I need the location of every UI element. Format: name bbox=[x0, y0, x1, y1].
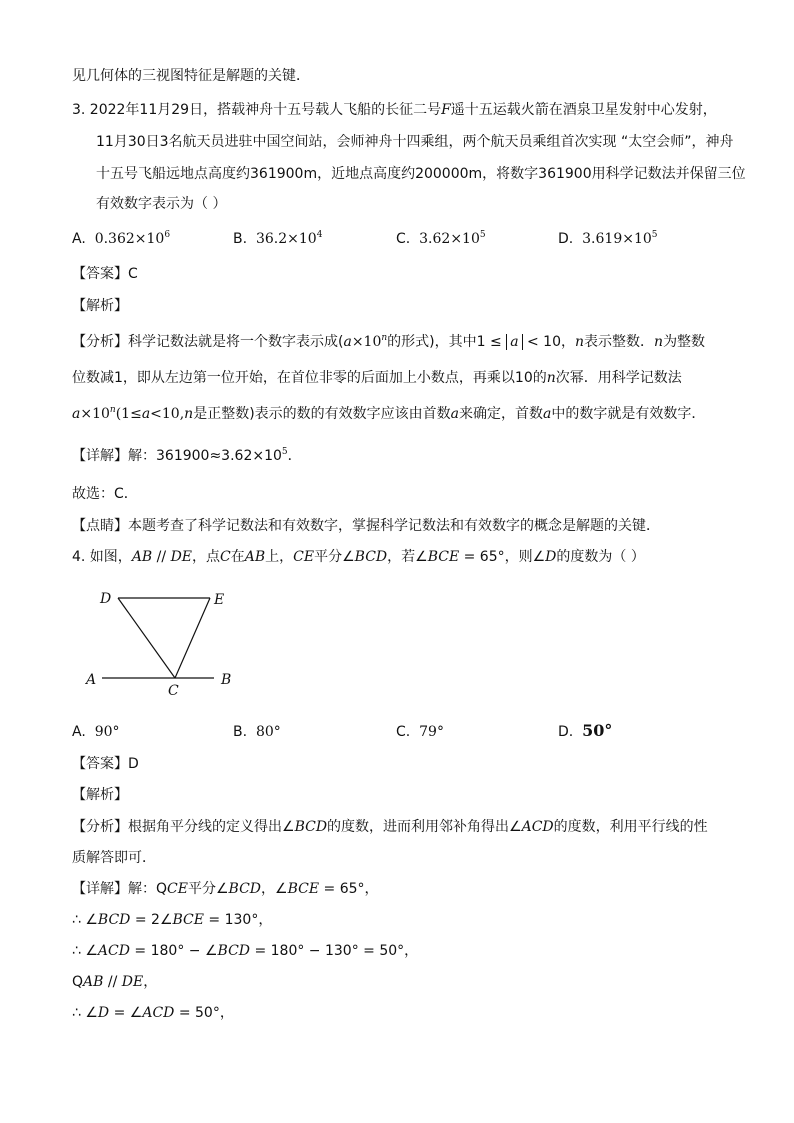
question-3-line-2 bbox=[96, 132, 734, 152]
text: = 180° − ∠ bbox=[129, 943, 218, 959]
text: 故选：C． bbox=[72, 486, 138, 502]
q4-analysis-line-2 bbox=[72, 848, 156, 868]
math-var: F bbox=[441, 102, 451, 118]
math-var: BCE bbox=[427, 549, 460, 565]
text: ∴ ∠ bbox=[72, 1005, 98, 1021]
q3-analysis-line-1 bbox=[72, 332, 705, 352]
segment-dc bbox=[118, 598, 175, 678]
math-var: n bbox=[184, 406, 194, 422]
text: 平分∠ bbox=[187, 881, 229, 897]
text: ∴ ∠ bbox=[72, 912, 98, 928]
text: 是正整数)表示的数的有效数字应该由首数 bbox=[193, 406, 451, 422]
option-text: 50° bbox=[582, 721, 613, 740]
q3-jiexi bbox=[72, 296, 128, 316]
option-label: A. bbox=[72, 724, 86, 740]
math-var: CE bbox=[293, 549, 315, 565]
math-var: a bbox=[450, 406, 460, 422]
math-var: AB bbox=[244, 549, 266, 565]
text: 【解析】 bbox=[72, 787, 128, 803]
q3-analysis-line-3 bbox=[72, 404, 705, 424]
text: ，∠ bbox=[261, 881, 288, 897]
option-text: 36.2×10 bbox=[255, 231, 317, 247]
math-var: n bbox=[654, 334, 664, 350]
q4-option-d bbox=[558, 721, 612, 742]
label-d: D bbox=[100, 591, 112, 607]
text: ×10 bbox=[351, 334, 382, 350]
option-text: 0.362×10 bbox=[94, 231, 165, 247]
math-var: n bbox=[546, 370, 556, 386]
q4-analysis-line-1 bbox=[72, 817, 708, 837]
exponent: 4 bbox=[316, 230, 323, 240]
text: <10, bbox=[150, 406, 185, 422]
exponent: 5 bbox=[651, 230, 658, 240]
math-var: a bbox=[72, 406, 81, 422]
text: ∴ ∠ bbox=[72, 943, 98, 959]
math-var: DE bbox=[170, 549, 193, 565]
option-label: C. bbox=[396, 724, 411, 740]
math-var: a bbox=[543, 406, 552, 422]
text: 4. 如图， bbox=[72, 549, 132, 565]
q3-answer bbox=[72, 264, 138, 284]
math-var: BCE bbox=[172, 912, 204, 928]
text: Q bbox=[72, 974, 84, 990]
text: 位数减1，即从左边第一位开始，在首位非零的后面加上小数点，再乘以10的 bbox=[72, 370, 547, 386]
q3-analysis-line-2 bbox=[72, 368, 682, 388]
text: < 10， bbox=[527, 334, 575, 350]
q4-answer bbox=[72, 754, 139, 774]
question-3-line-1 bbox=[72, 100, 717, 120]
math-var: BCD bbox=[294, 819, 328, 835]
text: 见几何体的三视图特征是解题的关键． bbox=[72, 68, 310, 84]
math-var: a bbox=[343, 334, 352, 350]
math-var: AB bbox=[131, 549, 153, 565]
math-var: BCD bbox=[354, 549, 388, 565]
geometry-figure bbox=[80, 585, 250, 700]
text: 为整数 bbox=[663, 334, 706, 350]
math-var: BCD bbox=[97, 912, 131, 928]
label-b: B bbox=[221, 672, 232, 688]
text: 【答案】D bbox=[72, 756, 139, 772]
abs-value bbox=[506, 334, 522, 350]
math-var: BCD bbox=[228, 881, 262, 897]
option-text: 80° bbox=[255, 724, 281, 740]
text: 次幂．用科学记数法 bbox=[555, 370, 682, 386]
q3-option-d bbox=[558, 229, 658, 249]
text: 遥十五运载火箭在酒泉卫星发射中心发射， bbox=[450, 102, 717, 118]
math-var: D bbox=[545, 549, 557, 565]
q4-detail-line-3 bbox=[72, 941, 418, 961]
math-var: BCD bbox=[217, 943, 250, 959]
option-label: C. bbox=[396, 231, 411, 247]
math-var: a bbox=[510, 334, 519, 350]
text: 十五号飞船远地点高度约361900m，近地点高度约200000m，将数字361900用科学记数法并保留三位 bbox=[96, 166, 746, 182]
exponent: 5 bbox=[281, 447, 288, 457]
text: 3. 2022年11月29日，搭载神舟十五号载人飞船的长征二号 bbox=[72, 102, 442, 118]
q4-option-c bbox=[396, 722, 444, 742]
option-text: 3.62×10 bbox=[419, 231, 480, 247]
option-label: B. bbox=[233, 724, 248, 740]
text: = 2∠ bbox=[130, 912, 173, 928]
option-text: 3.619×10 bbox=[582, 231, 652, 247]
math-var: a bbox=[141, 406, 151, 422]
text-line bbox=[72, 66, 310, 86]
question-4-line-1 bbox=[72, 547, 645, 567]
question-3-line-4 bbox=[96, 194, 226, 214]
question-3-line-3 bbox=[96, 164, 746, 184]
text: 表示整数． bbox=[584, 334, 655, 350]
option-text: 90° bbox=[94, 724, 120, 740]
q4-jiexi bbox=[72, 785, 128, 805]
q3-option-c bbox=[396, 229, 486, 249]
text: 【点睛】本题考查了科学记数法和有效数字，掌握科学记数法和有效数字的概念是解题的关键． bbox=[72, 518, 660, 534]
math-var: DE bbox=[121, 974, 144, 990]
text: 【分析】根据角平分线的定义得出∠ bbox=[72, 819, 295, 835]
text: 有效数字表示为（ ） bbox=[96, 196, 227, 212]
text: 中的数字就是有效数字． bbox=[551, 406, 706, 422]
text: 的度数，进而利用邻补角得出∠ bbox=[327, 819, 522, 835]
text: ，若∠ bbox=[387, 549, 428, 565]
text: 的度数，利用平行线的性 bbox=[553, 819, 708, 835]
text: = 130°， bbox=[203, 912, 273, 928]
exponent: n bbox=[109, 405, 116, 415]
label-e: E bbox=[214, 592, 225, 608]
text: ， bbox=[143, 974, 158, 990]
text: 质解答即可． bbox=[72, 850, 156, 866]
text: 【分析】科学记数法就是将一个数字表示成( bbox=[72, 334, 344, 350]
text: 在 bbox=[230, 549, 245, 565]
option-label: B. bbox=[233, 231, 248, 247]
text: 平分∠ bbox=[314, 549, 355, 565]
text: 【详解】解：Q bbox=[72, 881, 168, 897]
text: 【答案】C bbox=[72, 266, 138, 282]
text: = ∠ bbox=[109, 1005, 143, 1021]
option-text: 79° bbox=[419, 724, 444, 740]
q3-comment bbox=[72, 516, 660, 536]
text: // bbox=[152, 549, 171, 565]
math-var: n bbox=[575, 334, 585, 350]
text: = 180° − 130° = 50°， bbox=[250, 943, 419, 959]
math-var: D bbox=[97, 1005, 110, 1021]
text: ×10 bbox=[80, 406, 110, 422]
text: 来确定，首数 bbox=[459, 406, 544, 422]
text: 的度数为（ ） bbox=[556, 549, 645, 565]
text: ，点 bbox=[192, 549, 221, 565]
text: 11月30日3名航天员进驻中国空间站，会师神舟十四乘组，两个航天员乘组首次实现 “太空会师”，神舟 bbox=[96, 134, 734, 150]
segment-ec bbox=[175, 598, 210, 678]
q3-choice bbox=[72, 484, 138, 504]
text: 的形式)，其中1 ≤ bbox=[387, 334, 502, 350]
math-var: BCE bbox=[287, 881, 320, 897]
q4-option-a bbox=[72, 722, 120, 742]
text: = 50°， bbox=[174, 1005, 234, 1021]
option-label: D. bbox=[558, 724, 574, 740]
math-var: ACD bbox=[521, 819, 554, 835]
label-a: A bbox=[86, 672, 97, 688]
text: 上， bbox=[265, 549, 294, 565]
exponent: n bbox=[381, 333, 388, 343]
math-var: AB bbox=[83, 974, 104, 990]
math-var: CE bbox=[167, 881, 188, 897]
text: 【解析】 bbox=[72, 298, 128, 314]
label-c: C bbox=[168, 683, 179, 699]
option-label: A. bbox=[72, 231, 86, 247]
q4-detail-line-5 bbox=[72, 1003, 234, 1023]
q4-option-b bbox=[233, 722, 281, 742]
q3-option-b bbox=[233, 229, 322, 249]
math-var: ACD bbox=[142, 1005, 175, 1021]
q3-detail bbox=[72, 446, 302, 466]
q4-detail-line-2 bbox=[72, 910, 272, 930]
q4-detail-line-1 bbox=[72, 879, 379, 899]
text: // bbox=[103, 974, 122, 990]
exponent: 6 bbox=[164, 230, 171, 240]
text: (1≤ bbox=[115, 406, 142, 422]
math-var: ACD bbox=[97, 943, 130, 959]
exponent: 5 bbox=[479, 230, 486, 240]
text: 【详解】解：361900≈3.62×10 bbox=[72, 448, 282, 464]
text: ． bbox=[287, 448, 302, 464]
text: = 65°， bbox=[319, 881, 379, 897]
option-label: D. bbox=[558, 231, 574, 247]
q3-option-a bbox=[72, 229, 170, 249]
text: = 65°，则∠ bbox=[459, 549, 546, 565]
q4-detail-line-4 bbox=[72, 972, 157, 992]
math-var: C bbox=[220, 549, 231, 565]
